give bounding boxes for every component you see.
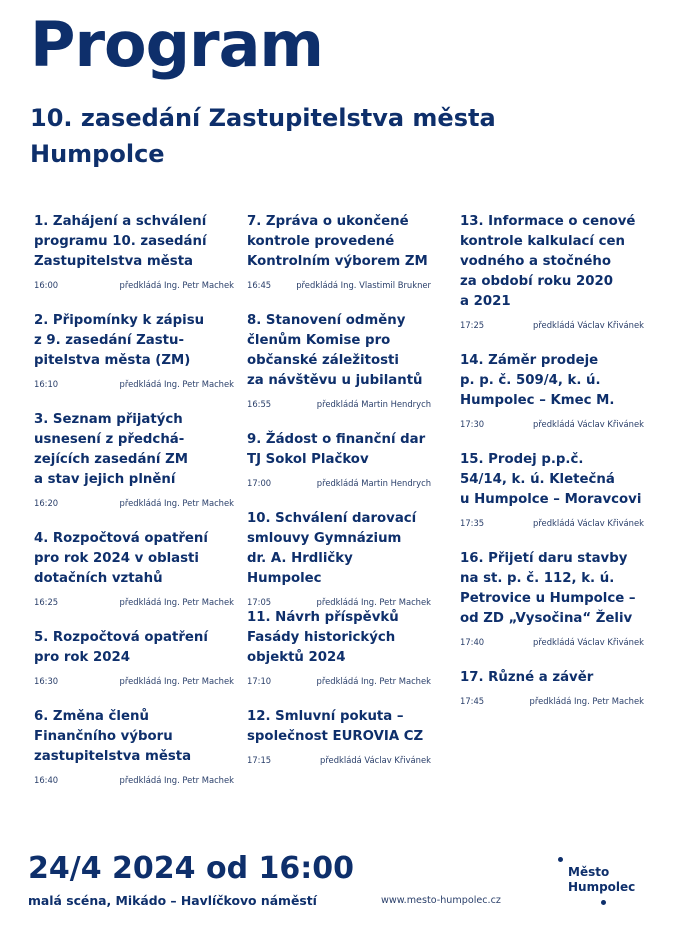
agenda-item-presenter: předkládá Ing. Petr Machek bbox=[316, 597, 431, 607]
agenda-item bbox=[34, 212, 234, 311]
agenda-item-time: 16:40 bbox=[34, 775, 59, 785]
agenda-item-presenter: předkládá Ing. Petr Machek bbox=[529, 696, 644, 706]
page-subtitle: 10. zasedání Zastupitelstva města Humpolce bbox=[30, 104, 496, 168]
agenda-item-time: 17:00 bbox=[247, 478, 272, 488]
agenda-item-time: 17:10 bbox=[247, 676, 272, 686]
agenda-item bbox=[460, 549, 644, 668]
agenda-item bbox=[247, 430, 431, 509]
agenda-item-presenter: předkládá Václav Křivánek bbox=[532, 419, 644, 429]
agenda-item bbox=[247, 509, 431, 608]
agenda-item-time: 16:20 bbox=[34, 498, 59, 508]
agenda-item-time: 17:25 bbox=[460, 320, 485, 330]
agenda-item bbox=[247, 311, 431, 430]
agenda-item-title: 9. Žádost o finanční dar TJ Sokol Plačkov bbox=[247, 432, 426, 467]
agenda-item bbox=[247, 608, 431, 707]
agenda-item-title: 15. Prodej p.p.č. 54/14, k. ú. Kletečná u Humpolce – Moravcovi bbox=[460, 452, 642, 507]
agenda-item-meta bbox=[460, 319, 644, 331]
agenda-item-title: 7. Zpráva o ukončené kontrole provedené Kontrolním výborem ZM bbox=[247, 214, 428, 269]
event-date: 24/4 2024 od 16:00 bbox=[28, 851, 354, 886]
agenda-item-meta bbox=[247, 596, 431, 608]
agenda-item-meta bbox=[247, 477, 431, 489]
agenda-item bbox=[34, 311, 234, 410]
agenda-item-title: 13. Informace o cenové kontrole kalkulací cen vodného a stočného za období roku 2020 a 2021 bbox=[460, 214, 636, 309]
agenda-item-title: 16. Přijetí daru stavby na st. p. č. 112, k. ú. Petrovice u Humpolce – od ZD „Vysočina“ Želiv bbox=[460, 551, 636, 626]
agenda-item bbox=[460, 212, 644, 351]
agenda-item-presenter: předkládá Ing. Petr Machek bbox=[119, 498, 234, 508]
agenda-item-title: 3. Seznam přijatých usnesení z předchá- zejících zasedání ZM a stav jejich plnění bbox=[34, 412, 188, 487]
agenda-item-time: 17:30 bbox=[460, 419, 485, 429]
agenda-item-presenter: předkládá Ing. Petr Machek bbox=[119, 379, 234, 389]
agenda-item-presenter: předkládá Martin Hendrych bbox=[316, 399, 431, 409]
agenda-item-time: 17:45 bbox=[460, 696, 485, 706]
agenda-item bbox=[34, 707, 234, 806]
agenda-item-title: 8. Stanovení odměny členům Komise pro občanské záležitosti za návštěvu u jubilantů bbox=[247, 313, 423, 388]
agenda-column-2 bbox=[247, 212, 431, 786]
agenda-item-meta bbox=[247, 398, 431, 410]
agenda-item-title: 17. Různé a závěr bbox=[460, 670, 594, 685]
agenda-item-time: 16:45 bbox=[247, 280, 272, 290]
agenda-item-presenter: předkládá Ing. Petr Machek bbox=[316, 676, 431, 686]
agenda-item-time: 16:10 bbox=[34, 379, 59, 389]
agenda-item-meta bbox=[34, 497, 234, 509]
agenda-item-title: 1. Zahájení a schválení programu 10. zasedání Zastupitelstva města bbox=[34, 214, 207, 269]
agenda-item-title: 4. Rozpočtová opatření pro rok 2024 v oblasti dotačních vztahů bbox=[34, 531, 208, 586]
agenda-item-time: 17:05 bbox=[247, 597, 272, 607]
agenda-item-meta bbox=[34, 279, 234, 291]
agenda-item-meta bbox=[247, 754, 431, 766]
agenda-item-time: 17:35 bbox=[460, 518, 485, 528]
agenda-item-meta bbox=[34, 675, 234, 687]
agenda-item bbox=[460, 351, 644, 450]
agenda-item-title: 14. Záměr prodeje p. p. č. 509/4, k. ú. Humpolec – Kmec M. bbox=[460, 353, 615, 408]
agenda-item-title: 2. Připomínky k zápisu z 9. zasedání Zastu- pitelstva města (ZM) bbox=[34, 313, 205, 368]
agenda-item-time: 16:00 bbox=[34, 280, 59, 290]
agenda-item-presenter: předkládá Václav Křivánek bbox=[532, 637, 644, 647]
agenda-item-presenter: předkládá Ing. Petr Machek bbox=[119, 775, 234, 785]
agenda-item-meta bbox=[34, 596, 234, 608]
agenda-item-time: 17:15 bbox=[247, 755, 272, 765]
event-venue: malá scéna, Mikádo – Havlíčkovo náměstí bbox=[28, 893, 317, 908]
agenda-item-title: 10. Schválení darovací smlouvy Gymnázium dr. A. Hrdličky Humpolec bbox=[247, 511, 417, 586]
agenda-item bbox=[34, 410, 234, 529]
agenda-item-title: 12. Smluvní pokuta – společnost EUROVIA CZ bbox=[247, 709, 424, 744]
agenda-item bbox=[34, 628, 234, 707]
agenda-item-meta bbox=[460, 636, 644, 648]
agenda-item-meta bbox=[460, 418, 644, 430]
page-title: Program bbox=[30, 8, 324, 81]
agenda-item bbox=[460, 450, 644, 549]
logo-dot-icon bbox=[558, 857, 563, 862]
agenda-item-meta bbox=[247, 279, 431, 291]
agenda-column-3 bbox=[460, 212, 644, 727]
logo-line-1: Město bbox=[568, 865, 610, 879]
agenda-column-1 bbox=[34, 212, 234, 806]
agenda-item-presenter: předkládá Ing. Petr Machek bbox=[119, 280, 234, 290]
website-link[interactable]: www.mesto-humpolec.cz bbox=[381, 895, 501, 906]
agenda-item-meta bbox=[247, 675, 431, 687]
agenda-item-presenter: předkládá Václav Křivánek bbox=[532, 320, 644, 330]
agenda-item-meta bbox=[460, 695, 644, 707]
agenda-item bbox=[247, 212, 431, 311]
agenda-item-title: 6. Změna členů Finančního výboru zastupitelstva města bbox=[34, 709, 192, 764]
agenda-item-presenter: předkládá Václav Křivánek bbox=[319, 755, 431, 765]
agenda-item bbox=[460, 668, 644, 727]
city-logo bbox=[556, 856, 666, 912]
agenda-item bbox=[34, 529, 234, 628]
logo-dot-icon bbox=[601, 900, 606, 905]
agenda-item-title: 5. Rozpočtová opatření pro rok 2024 bbox=[34, 630, 208, 665]
agenda-item-meta bbox=[34, 378, 234, 390]
agenda-item-title: 11. Návrh příspěvků Fasády historických objektů 2024 bbox=[247, 610, 399, 665]
agenda-item bbox=[247, 707, 431, 786]
agenda-item-time: 17:40 bbox=[460, 637, 485, 647]
agenda-item-time: 16:30 bbox=[34, 676, 59, 686]
agenda-item-presenter: předkládá Ing. Petr Machek bbox=[119, 597, 234, 607]
agenda-item-time: 16:25 bbox=[34, 597, 59, 607]
agenda-item-presenter: předkládá Martin Hendrych bbox=[316, 478, 431, 488]
agenda-item-presenter: předkládá Ing. Petr Machek bbox=[119, 676, 234, 686]
agenda-item-time: 16:55 bbox=[247, 399, 272, 409]
agenda-item-presenter: předkládá Václav Křivánek bbox=[532, 518, 644, 528]
agenda-item-meta bbox=[34, 774, 234, 786]
agenda-item-presenter: předkládá Ing. Vlastimil Brukner bbox=[296, 280, 431, 290]
logo-line-2: Humpolec bbox=[568, 880, 636, 894]
agenda-item-meta bbox=[460, 517, 644, 529]
